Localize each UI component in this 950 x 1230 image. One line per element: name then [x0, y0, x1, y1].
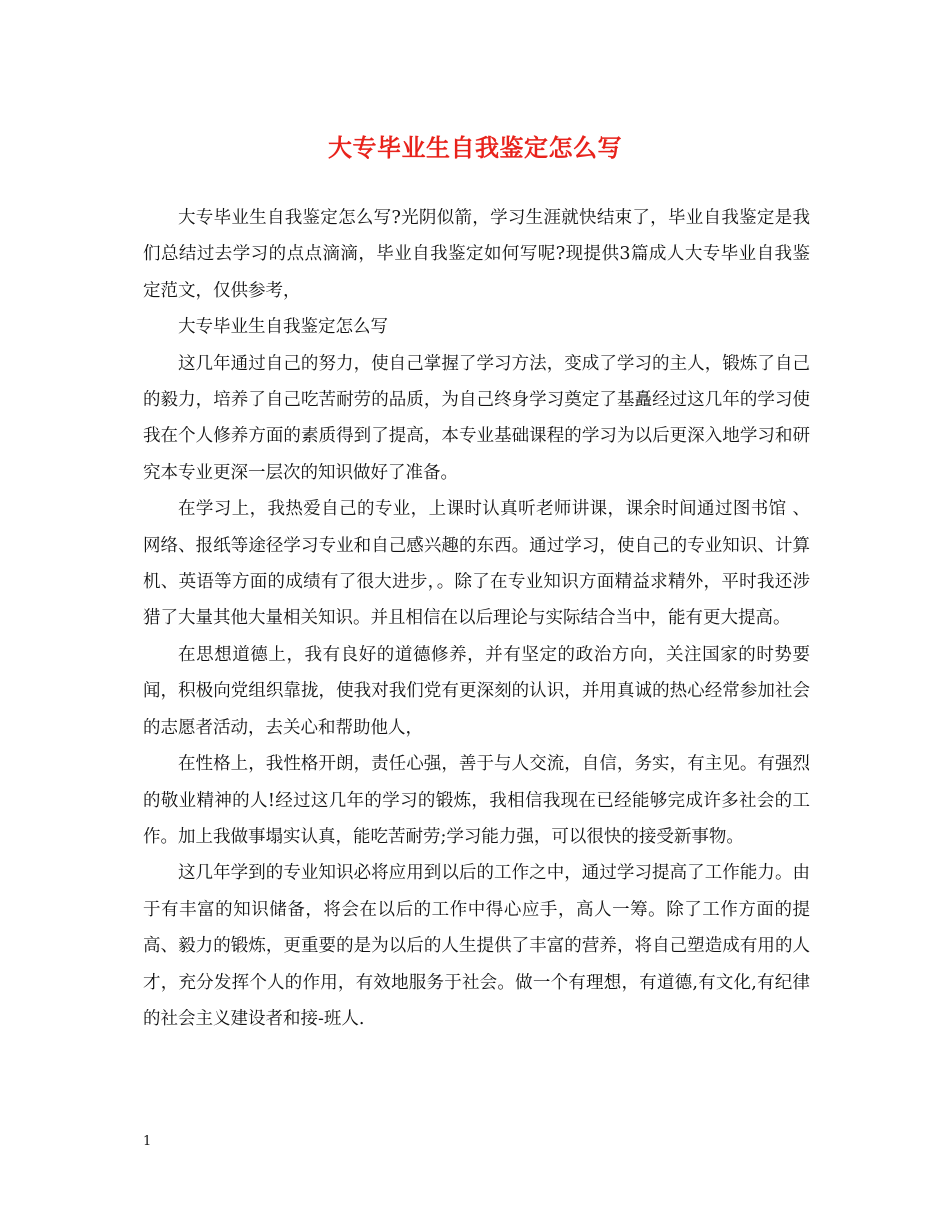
document-title: 大专毕业生自我鉴定怎么写 — [328, 133, 622, 162]
paragraph-intro: 大专毕业生自我鉴定怎么写?光阴似箭，学习生涯就快结束了，毕业自我鉴定是我们总结过去学习的点点滴滴，毕业自我鉴定如何写呢?现提供3篇成人大专毕业自我鉴定范文，仅供参考， — [143, 208, 810, 301]
paragraph-morality: 在思想道德上，我有良好的道德修养，并有坚定的政治方向，关注国家的时势要闻，积极向党组织靠拢，使我对我们党有更深刻的认识，并用真诚的热心经常参加社会的志愿者活动，去关心和帮助他人， — [143, 644, 810, 738]
paragraph-character: 在性格上，我性格开朗，责任心强，善于与人交流，自信，务实，有主见。有强烈的敬业精神的人!经过这几年的学习的锻炼，我相信我现在已经能够完成许多社会的工作。加上我做事塌实认真，能吃苦耐劳;学习能力强，可以很快的接受新事物。 — [143, 754, 810, 847]
document-body — [143, 200, 810, 1037]
paragraph-effort: 这几年通过自己的努力，使自己掌握了学习方法，变成了学习的主人，锻炼了自己的毅力，培养了自己吃苦耐劳的品质，为自己终身学习奠定了基矗经过这几年的学习使我在个人修养方面的素质得到了提高，本专业基础课程的学习为以后更深入地学习和研究本专业更深一层次的知识做好了准备。 — [143, 353, 810, 483]
paragraph-subheading: 大专毕业生自我鉴定怎么写 — [178, 317, 388, 338]
paragraph-study: 在学习上，我热爱自己的专业，上课时认真听老师讲课，课余时间通过图书馆 、网络、报纸等途径学习专业和自己感兴趣的东西。通过学习，使自己的专业知识、计算机、英语等方面的成绩有了很大进步，。除了在专业知识方面精益求精外，平时我还涉猎了大量其他大量相关知识。并且相信在以后理论与实际结合当中，能有更大提高。 — [143, 499, 810, 629]
page-number: 1 — [143, 1134, 152, 1149]
paragraph-conclusion: 这几年学到的专业知识必将应用到以后的工作之中，通过学习提高了工作能力。由于有丰富的知识储备，将会在以后的工作中得心应手，高人一筹。除了工作方面的提高、毅力的锻炼，更重要的是为以后的人生提供了丰富的营养，将自己塑造成有用的人才，充分发挥个人的作用，有效地服务于社会。做一个有理想，有道德,有文化,有纪律的社会主义建设者和接-班人. — [143, 863, 810, 1029]
